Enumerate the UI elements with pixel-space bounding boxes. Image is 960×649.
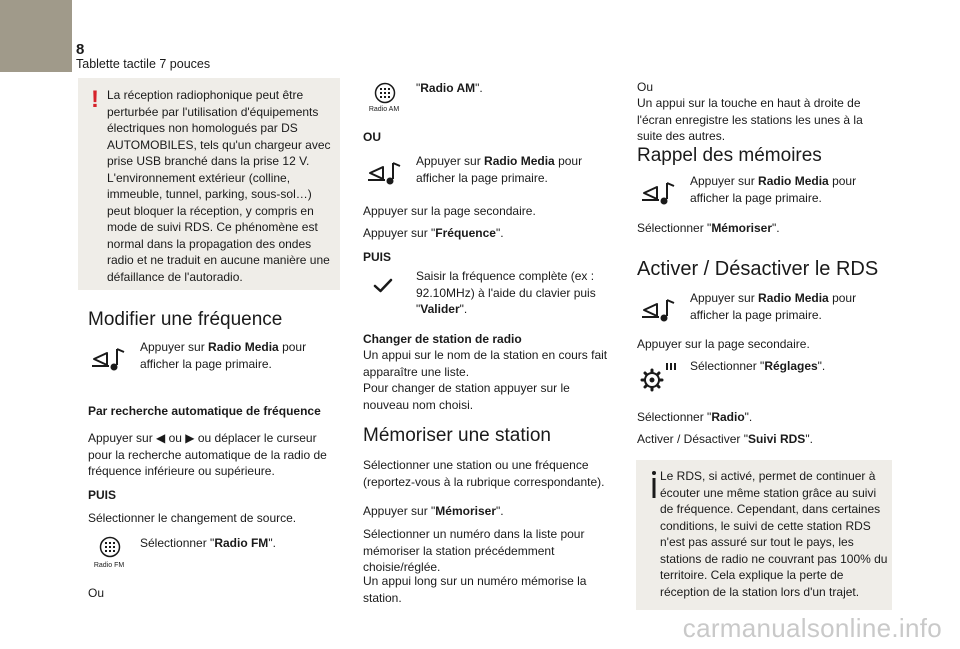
heading-rds: Activer / Désactiver le RDS [637, 258, 879, 280]
select-radio-text: Sélectionner "Radio". [637, 410, 753, 424]
radio-am-icon [373, 81, 397, 105]
heading-rappel-memoires: Rappel des mémoires [637, 145, 822, 166]
step-radio-media: Appuyer sur Radio Media pour afficher la page primaire. [140, 340, 307, 371]
top-right-key-text: Un appui sur la touche en haut à droite de l'écran enregistre les stations les unes à la suite des autres. [637, 96, 863, 143]
ou-text: Ou [637, 80, 654, 94]
info-text: Le RDS, si activé, permet de continuer à écouter une même station grâce au suivi de fréquence. Cependant, dans certaines conditions, le suivi de cette station RDS n'est pas assuré sur tout le pays, les stations de radio ne couvrant pas 100% du territoire. Cela explique la perte de réception de la station lors d'un trajet. [660, 469, 888, 599]
settings-gear-icon [640, 360, 682, 392]
section-title: Tablette tactile 7 pouces [76, 57, 211, 71]
enter-frequency-text: Saisir la fréquence complète (ex : 92.10MHz) à l'aide du clavier puis "Valider". [416, 269, 596, 316]
auto-search-text: Appuyer sur ◀︎ ou ▶︎ ou déplacer le curseur pour la recherche automatique de la radio de fréquence inférieure ou supérieure. [88, 431, 327, 478]
select-radio-am: "Radio AM". [416, 81, 483, 95]
info-icon [648, 470, 660, 500]
page-tab [0, 0, 72, 72]
radio-media-icon [640, 297, 680, 325]
change-station-text: Un appui sur le nom de la station en cours fait apparaître une liste. [363, 348, 608, 379]
chevron-left-icon: ◀︎ [156, 431, 166, 445]
subheading-auto-search: Par recherche automatique de fréquence [88, 404, 321, 418]
puis-label: PUIS [88, 488, 117, 502]
radio-fm-icon [98, 535, 122, 559]
memo-long-press-text: Un appui long sur un numéro mémorise la station. [363, 574, 587, 605]
ou-label: OU [363, 130, 381, 144]
memo-number-text: Sélectionner un numéro dans la liste pour mémoriser la station précédemment choisie/réglée. [363, 527, 585, 574]
select-radio-fm: Sélectionner "Radio FM". [140, 536, 276, 550]
subheading-change-station: Changer de station de radio [363, 332, 522, 346]
step-radio-media: Appuyer sur Radio Media pour afficher la page primaire. [416, 154, 583, 185]
change-station-text-2: Pour changer de station appuyer sur le nouveau nom choisi. [363, 381, 570, 412]
warning-text: La réception radiophonique peut être perturbée par l'utilisation d'équipements électriques non homologués par DS AUTOMOBILES, tels qu'un chargeur avec prise USB branché dans la prise 12 V. L'environnement extérieur (colline, immeuble, tunnel, parking, sous-sol…) peut bloquer la réception, y compris en mode de suivi RDS. Ce phénomène est normal dans la propagation des ondes radio et ne traduit en aucune manière une défaillance de l'autoradio. [107, 88, 331, 284]
radio-media-icon [640, 180, 680, 208]
press-frequence-text: Appuyer sur "Fréquence". [363, 226, 504, 240]
radio-am-caption: Radio AM [368, 106, 400, 113]
heading-memoriser-station: Mémoriser une station [363, 425, 551, 446]
memo-select-text: Sélectionner une station ou une fréquence (reportez-vous à la rubrique correspondante). [363, 458, 605, 489]
check-icon [373, 278, 393, 294]
change-source-text: Sélectionner le changement de source. [88, 511, 297, 525]
select-memoriser-text: Sélectionner "Mémoriser". [637, 221, 780, 235]
secondary-page-text: Appuyer sur la page secondaire. [637, 337, 810, 351]
secondary-page-text: Appuyer sur la page secondaire. [363, 204, 536, 218]
warning-icon: ! [91, 86, 99, 113]
watermark: carmanualsonline.info [682, 613, 942, 643]
step-radio-media: Appuyer sur Radio Media pour afficher la page primaire. [690, 291, 857, 322]
step-radio-media: Appuyer sur Radio Media pour afficher la page primaire. [690, 174, 857, 205]
puis-label: PUIS [363, 250, 392, 264]
heading-modifier-frequence: Modifier une fréquence [88, 309, 283, 330]
toggle-rds-text: Activer / Désactiver "Suivi RDS". [637, 432, 813, 446]
select-reglages-text: Sélectionner "Réglages". [690, 359, 826, 373]
press-memoriser-text: Appuyer sur "Mémoriser". [363, 504, 504, 518]
page-number: 8 [76, 41, 85, 58]
radio-media-icon [366, 160, 406, 188]
radio-media-icon [90, 346, 130, 374]
chevron-right-icon: ▶︎ [185, 431, 195, 445]
radio-fm-caption: Radio FM [93, 562, 125, 569]
ou-text: Ou [88, 586, 105, 600]
